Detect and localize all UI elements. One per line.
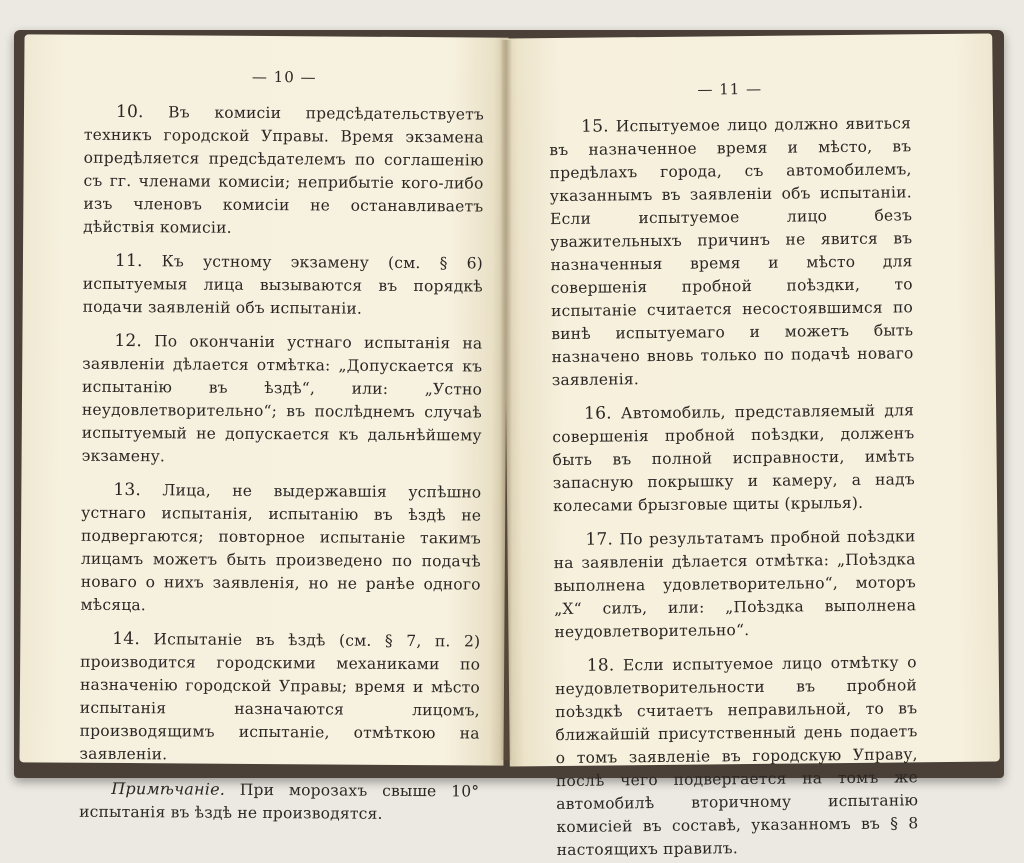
paragraph-text: Лица, не выдержавшія успѣшно устнаго испытанія, испытанію въ ѣздѣ не подвергаются; повторное испытаніе такимъ лицамъ можетъ быть произведено по подачѣ новаго о нихъ заявленія, но не ранѣе одного мѣсяца.: [80, 481, 482, 615]
note-text: При морозахъ свыше 10° испытанія въ ѣздѣ не производятся.: [79, 780, 480, 823]
paragraph-number: 18.: [586, 655, 615, 676]
paragraph-18: [555, 651, 919, 862]
paragraph-text: Испытуемое лицо должно явиться въ назначенное время и мѣсто, въ предѣлахъ города, съ автомобилемъ, указаннымъ въ заявленіи объ испытаніи. Если испытуемое лицо безъ уважительныхъ причинъ не явится въ назначенныя время и мѣсто для совершенія пробной поѣздки, то испытаніе считается несостоявшимся по винѣ испытуемаго и можетъ быть назначено вновь только по подачѣ новаго заявленія.: [549, 114, 914, 390]
paragraph-text: Къ устному экзамену (см. § 6) испытуемыя лица вызываются въ порядкѣ подачи заявленій объ испытаніи.: [82, 252, 484, 318]
paragraph-13: [80, 479, 481, 620]
paragraph-number: 12.: [114, 330, 143, 352]
paragraph-12: [82, 330, 483, 471]
book-spine: [500, 40, 512, 760]
paragraph-text: По окончаніи устнаго испытанія на заявленіи дѣлается отмѣтка: „Допускается къ испытанію въ ѣздѣ“, или: „Устно неудовлетворительно“; въ послѣднемъ случаѣ испытуемый не допускается къ дальнѣйшему экзамену.: [81, 332, 483, 466]
paragraph-text: Въ комисіи предсѣдательствуетъ техникъ городской Управы. Время экзамена опредѣляется предсѣдателемъ по соглашенію съ гг. членами комисіи; неприбытіе кого-либо изъ членовъ комисіи не останавливаетъ дѣйствія комисіи.: [83, 103, 485, 237]
paragraph-16: [552, 399, 915, 518]
paragraph-10: [83, 101, 484, 242]
paragraph-number: 17.: [585, 529, 614, 550]
paragraph-11: [83, 250, 483, 322]
paragraph-number: 11.: [114, 250, 143, 272]
paragraph-text: Если испытуемое лицо отмѣтку о неудовлетворительности въ пробной поѣздкѣ считаетъ неправильной, то въ ближайшій присутственный день подаетъ о томъ заявленіе въ городскую Управу, послѣ чего подвергается на томъ же автомобилѣ вторичному испытанію комисіей въ составѣ, указанномъ въ § 8 настоящихъ правилъ.: [554, 653, 919, 860]
paragraph-number: 16.: [584, 403, 612, 424]
paragraph-text: Испытаніе въ ѣздѣ (см. § 7, п. 2) производится городскими механиками по назначенію городской Управы; время и мѣсто испытанія назначаются лицомъ, производящимъ испытаніе, отмѣткою на заявленіи.: [79, 630, 481, 764]
paragraph-17: [553, 525, 916, 644]
page-number: — 11 —: [697, 79, 763, 99]
left-page: [19, 34, 508, 823]
paragraph-15: [549, 112, 914, 392]
note-title: Примѣчаніе.: [111, 778, 226, 799]
paragraph-number: 13.: [113, 479, 142, 501]
paragraph-number: 14.: [112, 628, 141, 650]
paragraph-number: 10.: [115, 101, 144, 123]
paragraph-text: По результатамъ пробной поѣздки на заявленіи дѣлается отмѣтка: „Поѣздка выполнена удовлетворительно“, моторъ „X“ силъ, или: „Поѣздка выполнена неудовлетворительно“.: [553, 527, 917, 642]
paragraph-number: 15.: [581, 116, 609, 137]
right-page: [502, 33, 1000, 860]
paragraph-14: [79, 628, 480, 769]
page-number: — 10 —: [251, 67, 317, 87]
paragraph-text: Автомобиль, представляемый для совершенія пробной поѣздки, долженъ быть въ полной исправности, имѣть запасную покрышку и камеру, а надъ колесами брызговые щиты (крылья).: [552, 401, 915, 516]
